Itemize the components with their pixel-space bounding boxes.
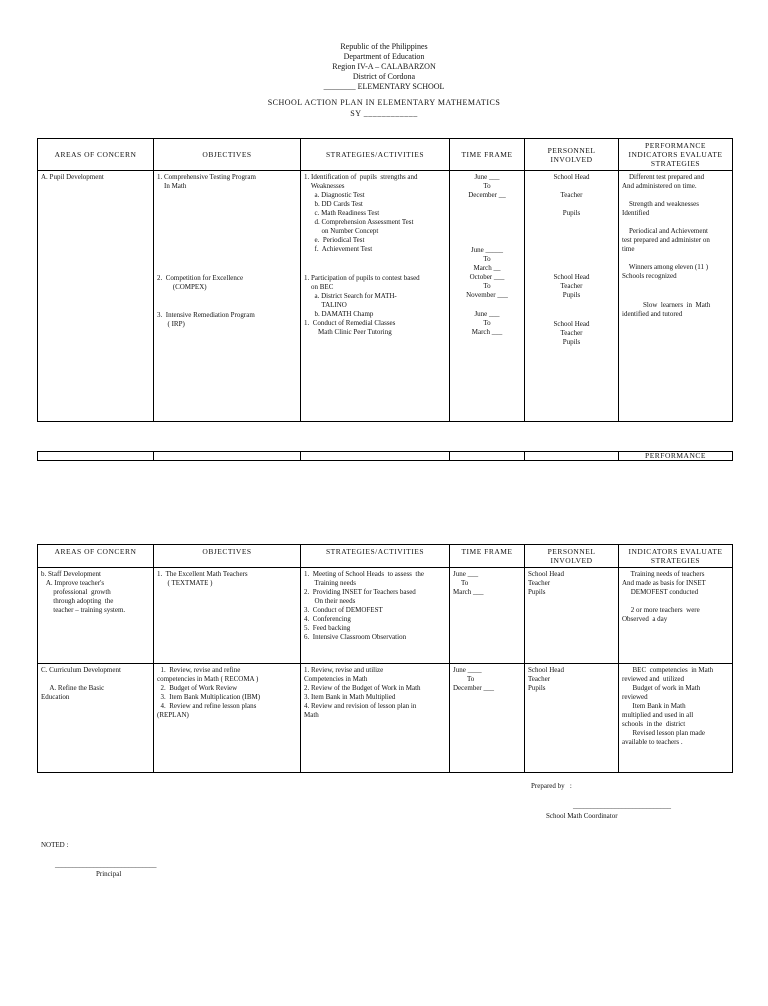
table-row xyxy=(38,171,733,422)
strategy-line: 1. Identification of pupils strengths and xyxy=(304,173,418,181)
timeframe-cell xyxy=(450,171,525,422)
header-republic: Republic of the Philippines xyxy=(340,42,428,51)
indicators-cell xyxy=(619,171,733,422)
timeframe-line: To xyxy=(483,319,491,327)
table-row xyxy=(38,664,733,773)
indicator-line: Identified xyxy=(622,209,650,217)
area-cell xyxy=(38,664,154,773)
strategy-line: Math Clinic Peer Tutoring xyxy=(304,328,392,336)
strategy-line: 5. Feed backing xyxy=(304,624,351,632)
area-line: professional growth xyxy=(41,588,111,596)
indicator-line: test prepared and administer on xyxy=(622,236,710,244)
timeframe-line: December ___ xyxy=(453,684,495,692)
objective-line: 3. Intensive Remediation Program xyxy=(157,311,255,319)
col-objectives: OBJECTIVES xyxy=(154,139,301,171)
timeframe-line: June ____ xyxy=(453,666,482,674)
timeframe-line: To xyxy=(483,182,491,190)
document-title: SCHOOL ACTION PLAN IN ELEMENTARY MATHEMATICS xyxy=(267,98,501,107)
strategy-line: a. District Search for MATH- xyxy=(304,292,397,300)
indicator-line: schools in the district xyxy=(622,720,686,728)
col-indicators: INDICATORS EVALUATE STRATEGIES xyxy=(619,545,733,568)
strategy-line: TALINO xyxy=(304,301,347,309)
personnel-line: Teacher xyxy=(560,329,583,337)
objective-line: ( IRP) xyxy=(157,320,185,328)
strategies-cell xyxy=(301,664,450,773)
strategy-line: 1. Review, revise and utilize xyxy=(304,666,384,674)
strategy-line: on Number Concept xyxy=(304,227,379,235)
strategy-line: b. DAMATH Champ xyxy=(304,310,374,318)
strategy-line: On their needs xyxy=(304,597,356,605)
indicator-line: Strength and weaknesses xyxy=(622,200,699,208)
principal-signature-line: _____________________________ xyxy=(55,861,157,869)
objectives-cell xyxy=(154,568,301,664)
objective-line: In Math xyxy=(157,182,187,190)
col-objectives: OBJECTIVES xyxy=(154,545,301,568)
personnel-cell xyxy=(525,568,619,664)
personnel-line: School Head xyxy=(528,570,564,578)
timeframe-line: To xyxy=(483,282,491,290)
timeframe-line: To xyxy=(467,675,475,683)
timeframe-line: June ___ xyxy=(453,570,479,578)
objectives-cell xyxy=(154,664,301,773)
timeframe-line: March __ xyxy=(473,264,501,272)
strategy-line: 6. Intensive Classroom Observation xyxy=(304,633,407,641)
strategy-line: 2. Review of the Budget of Work in Math xyxy=(304,684,421,692)
timeframe-line: To xyxy=(483,255,491,263)
table-row xyxy=(38,568,733,664)
strategy-line: b. DD Cards Test xyxy=(304,200,363,208)
objective-line: 1. Comprehensive Testing Program xyxy=(157,173,256,181)
col-strategies: STRATEGIES/ACTIVITIES xyxy=(301,545,450,568)
header-region: Region IV-A – CALABARZON xyxy=(332,62,436,71)
objective-line: (COMPEX) xyxy=(157,283,207,291)
col-time-frame: TIME FRAME xyxy=(450,545,525,568)
objectives-cell xyxy=(154,171,301,422)
strategy-line: 2. Providing INSET for Teachers based xyxy=(304,588,416,596)
strategy-line: 1. Meeting of School Heads to assess the xyxy=(304,570,424,578)
header-school: ________ ELEMENTARY SCHOOL xyxy=(323,82,445,91)
area-cell xyxy=(38,568,154,664)
objective-line: 1. Review, revise and refine xyxy=(157,666,241,674)
objective-line: ( TEXTMATE ) xyxy=(157,579,213,587)
table-header-row xyxy=(38,545,733,568)
col-personnel: PERSONNEL INVOLVED xyxy=(525,139,619,171)
personnel-line: Pupils xyxy=(562,291,581,299)
area-line: C. Curriculum Development xyxy=(41,666,121,674)
area-line: through adopting the xyxy=(41,597,114,605)
coordinator-title: School Math Coordinator xyxy=(546,812,618,820)
objective-line: 2. Budget of Work Review xyxy=(157,684,238,692)
noted-label: NOTED : xyxy=(41,841,69,849)
prepared-by-label: Prepared by : xyxy=(531,782,572,790)
indicator-line: 2 or more teachers were xyxy=(622,606,700,614)
personnel-line: Pupils xyxy=(528,588,546,596)
timeframe-line: November ___ xyxy=(466,291,508,299)
indicator-line: time xyxy=(622,245,635,253)
school-year: SY ____________ xyxy=(350,109,418,118)
indicator-line: BEC competencies in Math xyxy=(622,666,714,674)
personnel-line: School Head xyxy=(553,273,590,281)
document-header xyxy=(0,42,768,92)
personnel-line: School Head xyxy=(528,666,564,674)
indicator-line: Training needs of teachers xyxy=(622,570,705,578)
page-break-strip xyxy=(37,451,733,461)
objective-line: 4. Review and refine lesson plans xyxy=(157,702,257,710)
strategy-line: Competencies in Math xyxy=(304,675,368,683)
area-text: A. Pupil Development xyxy=(41,173,104,181)
header-department: Department of Education xyxy=(343,52,425,61)
indicator-line: And made as basis for INSET xyxy=(622,579,706,587)
coordinator-signature-line: ____________________________ xyxy=(573,802,671,810)
personnel-line: Pupils xyxy=(562,338,581,346)
personnel-line: Pupils xyxy=(528,684,546,692)
objective-line: (REPLAN) xyxy=(157,711,189,719)
indicators-cell xyxy=(619,568,733,664)
header-district: District of Cordona xyxy=(352,72,416,81)
strategy-line: a. Diagnostic Test xyxy=(304,191,365,199)
timeframe-cell xyxy=(450,664,525,773)
strip-performance-label: PERFORMANCE xyxy=(619,452,733,461)
action-plan-table-1 xyxy=(37,138,733,422)
strategy-line: Math xyxy=(304,711,319,719)
indicators-cell xyxy=(619,664,733,773)
col-time-frame: TIME FRAME xyxy=(450,139,525,171)
indicator-line: multiplied and used in all xyxy=(622,711,694,719)
area-line: A. Refine the Basic xyxy=(41,684,105,692)
strategy-line: 3. Item Bank in Math Multiplied xyxy=(304,693,396,701)
personnel-line: School Head xyxy=(553,320,590,328)
indicator-line: And administered on time. xyxy=(622,182,697,190)
objective-line: competencies in Math ( RECOMA ) xyxy=(157,675,259,683)
indicator-line: Different test prepared and xyxy=(622,173,705,181)
table-header-row xyxy=(38,139,733,171)
personnel-line: Teacher xyxy=(560,191,583,199)
col-areas-of-concern: AREAS OF CONCERN xyxy=(38,139,154,171)
strategy-line: 3. Conduct of DEMOFEST xyxy=(304,606,383,614)
timeframe-line: March ___ xyxy=(471,328,503,336)
indicator-line: Winners among eleven (11 ) xyxy=(622,263,709,271)
timeframe-line: June ___ xyxy=(474,173,500,181)
personnel-line: School Head xyxy=(553,173,590,181)
strategy-line: f. Achievement Test xyxy=(304,245,373,253)
indicator-line: identified and tutored xyxy=(622,310,683,318)
indicator-line: Revised lesson plan made xyxy=(622,729,706,737)
indicator-line: Budget of work in Math xyxy=(622,684,701,692)
indicator-line: Observed a day xyxy=(622,615,668,623)
indicator-line: reviewed and utilized xyxy=(622,675,685,683)
strategy-line: c. Math Readiness Test xyxy=(304,209,380,217)
principal-title: Principal xyxy=(96,870,122,878)
strategy-line: 4. Review and revision of lesson plan in xyxy=(304,702,417,710)
timeframe-line: To xyxy=(461,579,469,587)
indicator-line: available to teachers . xyxy=(622,738,683,746)
timeframe-line: June ___ xyxy=(474,310,500,318)
strategy-line: Weaknesses xyxy=(304,182,345,190)
indicator-line: Item Bank in Math xyxy=(622,702,686,710)
area-line: teacher – training system. xyxy=(41,606,126,614)
timeframe-line: October ___ xyxy=(469,273,505,281)
objective-line: 1. The Excellent Math Teachers xyxy=(157,570,248,578)
indicator-line: reviewed xyxy=(622,693,648,701)
strategy-line: e. Periodical Test xyxy=(304,236,365,244)
personnel-line: Teacher xyxy=(528,675,551,683)
action-plan-table-2 xyxy=(37,544,733,773)
strategy-line: d. Comprehension Assessment Test xyxy=(304,218,414,226)
personnel-line: Pupils xyxy=(562,209,581,217)
personnel-line: Teacher xyxy=(560,282,583,290)
strategies-cell xyxy=(301,568,450,664)
col-indicators: PERFORMANCE INDICATORS EVALUATE STRATEGIES xyxy=(619,139,733,171)
strategy-line: 1. Conduct of Remedial Classes xyxy=(304,319,396,327)
strategy-line: 4. Conferencing xyxy=(304,615,351,623)
area-line: b. Staff Development xyxy=(41,570,101,578)
area-line: A. Improve teacher's xyxy=(41,579,105,587)
personnel-cell xyxy=(525,664,619,773)
area-cell xyxy=(38,171,154,422)
objective-line: 2. Competition for Excellence xyxy=(157,274,244,282)
area-line: Education xyxy=(41,693,70,701)
col-personnel: PERSONNEL INVOLVED xyxy=(525,545,619,568)
col-strategies: STRATEGIES/ACTIVITIES xyxy=(301,139,450,171)
timeframe-line: March ___ xyxy=(453,588,484,596)
timeframe-line: June _____ xyxy=(470,246,504,254)
strategy-line: on BEC xyxy=(304,283,334,291)
indicator-line: Slow learners in Math xyxy=(622,301,711,309)
col-areas-of-concern: AREAS OF CONCERN xyxy=(38,545,154,568)
strategy-line: Training needs xyxy=(304,579,356,587)
strategies-cell xyxy=(301,171,450,422)
indicator-line: DEMOFEST conducted xyxy=(622,588,699,596)
timeframe-line: December __ xyxy=(468,191,506,199)
timeframe-cell xyxy=(450,568,525,664)
indicator-line: Periodical and Achievement xyxy=(622,227,708,235)
objective-line: 3. Item Bank Multiplication (IBM) xyxy=(157,693,261,701)
strategy-line: 1. Participation of pupils to contest based xyxy=(304,274,420,282)
indicator-line: Schools recognized xyxy=(622,272,677,280)
personnel-line: Teacher xyxy=(528,579,551,587)
personnel-cell xyxy=(525,171,619,422)
